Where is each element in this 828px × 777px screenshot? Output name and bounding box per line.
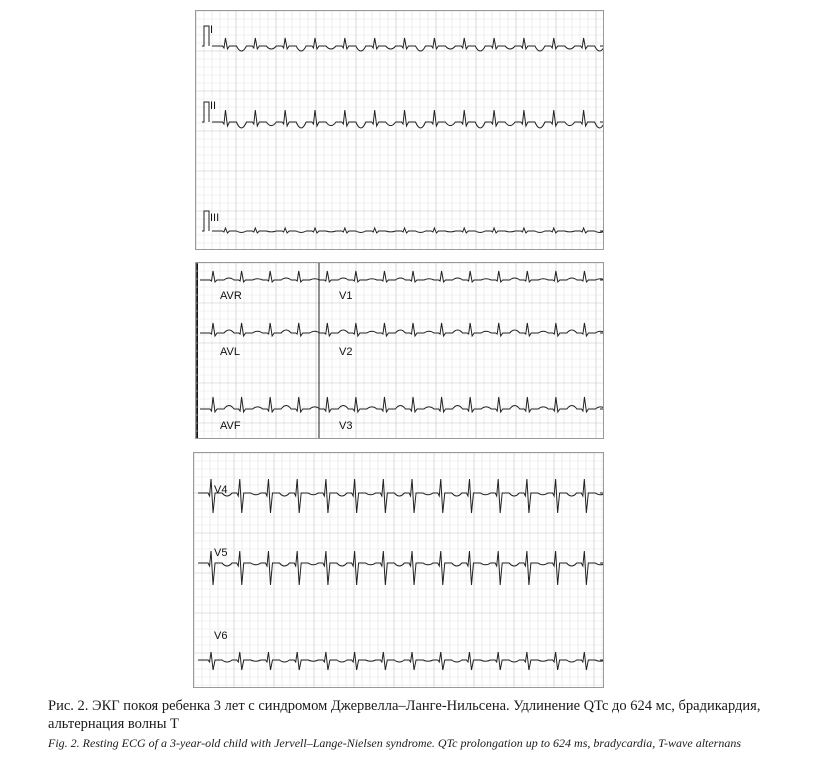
lead-label-v4: V4 <box>214 484 228 496</box>
ecg-trace-iii <box>212 228 603 233</box>
ecg-trace-i <box>212 38 603 51</box>
ecg-trace-ii <box>212 110 603 128</box>
ecg-trace-v5 <box>198 551 603 585</box>
ecg-trace-avr-v1 <box>200 271 603 282</box>
lead-label-iii: III <box>210 212 220 224</box>
ecg-grid-3 <box>194 453 603 687</box>
lead-label-v2: V2 <box>339 346 353 358</box>
ecg-grid-2 <box>196 263 603 438</box>
lead-label-avr: AVR <box>220 290 242 302</box>
lead-label-v6: V6 <box>214 630 228 642</box>
ecg-grid-1 <box>196 11 603 249</box>
lead-label-avl: AVL <box>220 346 240 358</box>
lead-label-v3: V3 <box>339 420 353 432</box>
lead-label-i: I <box>210 24 214 36</box>
lead-label-v5: V5 <box>214 547 228 559</box>
ecg-panel-limb-leads <box>195 10 604 250</box>
ecg-panel-augmented-precordial <box>195 262 604 439</box>
figure-caption-ru: Рис. 2. ЭКГ покоя ребенка 3 лет с синдромом Джервелла–Ланге-Нильсена. Удлинение QTc до 624 мс, брадикардия, альтернация волны T <box>48 698 761 732</box>
ecg-trace-avl-v2 <box>200 323 603 336</box>
ecg-trace-v4 <box>198 479 603 513</box>
figure-caption-en: Fig. 2. Resting ECG of a 3-year-old child with Jervell–Lange-Nielsen syndrome. QTc prolongation up to 624 ms, bradycardia, T-wave alternans <box>48 736 742 750</box>
ecg-panel-precordial-v4-v6 <box>193 452 604 688</box>
lead-label-avf: AVF <box>220 420 241 432</box>
lead-label-ii: II <box>210 100 217 112</box>
lead-label-v1: V1 <box>339 290 353 302</box>
